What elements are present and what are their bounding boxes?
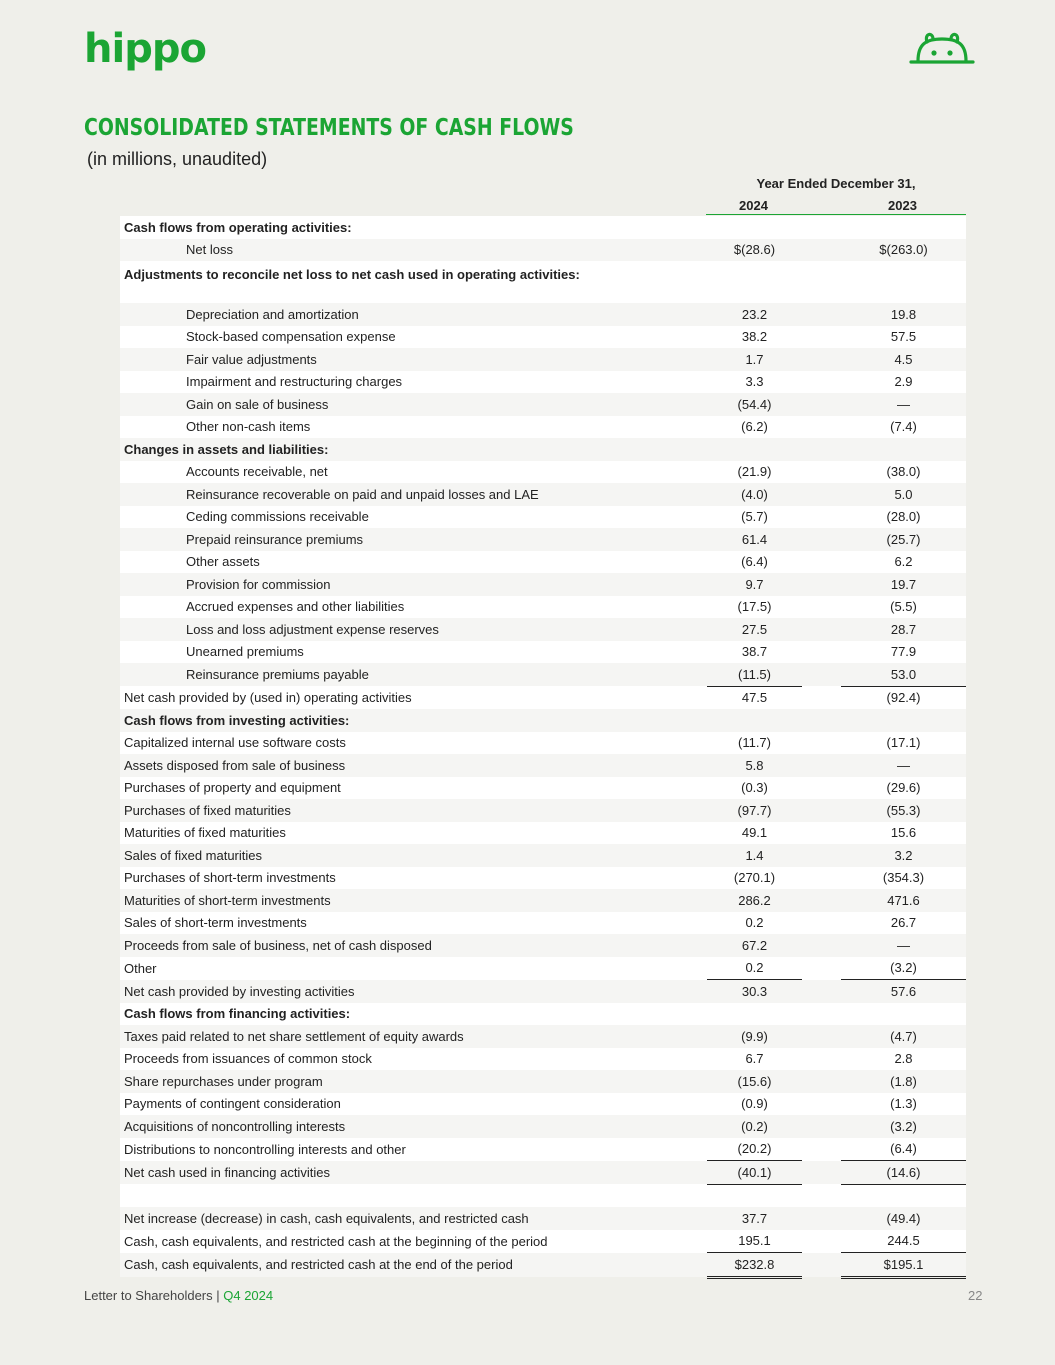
row-label: Provision for commission xyxy=(120,573,667,596)
value-2023: 57.6 xyxy=(841,980,966,1003)
row-label: Other assets xyxy=(120,551,667,574)
column-spacer xyxy=(802,326,841,349)
row-spacer xyxy=(667,506,707,529)
row-spacer xyxy=(667,1025,707,1048)
column-spacer xyxy=(802,596,841,619)
row-label: Cash, cash equivalents, and restricted cash at the end of the period xyxy=(120,1253,667,1278)
table-row xyxy=(120,371,966,394)
row-label: Other xyxy=(120,957,667,980)
value-2024 xyxy=(707,438,802,461)
table-row xyxy=(120,1093,966,1116)
row-spacer xyxy=(667,371,707,394)
row-label: Fair value adjustments xyxy=(120,348,667,371)
value-2023 xyxy=(841,709,966,732)
table-row xyxy=(120,980,966,1003)
column-spacer xyxy=(802,393,841,416)
column-spacer xyxy=(802,686,841,709)
value-2023 xyxy=(841,1184,966,1207)
row-spacer xyxy=(667,216,707,239)
row-label: Maturities of fixed maturities xyxy=(120,822,667,845)
value-2023: $(263.0) xyxy=(841,239,966,262)
value-2024: $(28.6) xyxy=(707,239,802,262)
value-2023: 4.5 xyxy=(841,348,966,371)
value-2023 xyxy=(841,261,966,303)
value-2023: (1.8) xyxy=(841,1070,966,1093)
column-spacer xyxy=(802,438,841,461)
column-spacer xyxy=(802,1115,841,1138)
column-spacer xyxy=(802,1207,841,1230)
value-2024: (0.3) xyxy=(707,777,802,800)
row-spacer xyxy=(667,777,707,800)
column-spacer xyxy=(802,261,841,303)
value-2024: (21.9) xyxy=(707,461,802,484)
value-2023: (5.5) xyxy=(841,596,966,619)
row-label: Purchases of fixed maturities xyxy=(120,799,667,822)
row-spacer xyxy=(667,1048,707,1071)
row-spacer xyxy=(667,754,707,777)
row-label: Proceeds from issuances of common stock xyxy=(120,1048,667,1071)
value-2024 xyxy=(707,261,802,303)
row-spacer xyxy=(667,261,707,303)
row-spacer xyxy=(667,528,707,551)
value-2023: 471.6 xyxy=(841,889,966,912)
table-row xyxy=(120,1184,966,1207)
column-spacer xyxy=(802,551,841,574)
column-group-header: Year Ended December 31, xyxy=(756,176,916,191)
table-row xyxy=(120,867,966,890)
value-2024: (54.4) xyxy=(707,393,802,416)
row-label: Adjustments to reconcile net loss to net cash used in operating activities: xyxy=(120,261,667,303)
table-row xyxy=(120,1161,966,1185)
column-spacer xyxy=(802,1093,841,1116)
column-spacer xyxy=(802,912,841,935)
header-divider xyxy=(706,214,966,215)
table-row xyxy=(120,596,966,619)
value-2024 xyxy=(707,709,802,732)
row-label: Loss and loss adjustment expense reserves xyxy=(120,618,667,641)
column-spacer xyxy=(802,216,841,239)
row-spacer xyxy=(667,709,707,732)
row-label: Gain on sale of business xyxy=(120,393,667,416)
table-row xyxy=(120,461,966,484)
row-spacer xyxy=(667,393,707,416)
row-label: Taxes paid related to net share settlement of equity awards xyxy=(120,1025,667,1048)
value-2024: 195.1 xyxy=(707,1230,802,1253)
value-2024: 27.5 xyxy=(707,618,802,641)
page-title: CONSOLIDATED STATEMENTS OF CASH FLOWS xyxy=(84,115,574,141)
table-row xyxy=(120,618,966,641)
value-2023: 19.8 xyxy=(841,303,966,326)
table-row xyxy=(120,1070,966,1093)
row-label: Payments of contingent consideration xyxy=(120,1093,667,1116)
column-spacer xyxy=(802,618,841,641)
table-row xyxy=(120,912,966,935)
table-row xyxy=(120,326,966,349)
value-2023: (17.1) xyxy=(841,732,966,755)
row-spacer xyxy=(667,732,707,755)
row-label: Reinsurance recoverable on paid and unpaid losses and LAE xyxy=(120,483,667,506)
row-spacer xyxy=(667,1070,707,1093)
column-spacer xyxy=(802,303,841,326)
column-spacer xyxy=(802,348,841,371)
value-2023: 2.9 xyxy=(841,371,966,394)
footer-label: Letter to Shareholders | xyxy=(84,1288,220,1303)
row-spacer xyxy=(667,912,707,935)
value-2023: (49.4) xyxy=(841,1207,966,1230)
column-spacer xyxy=(802,506,841,529)
value-2024: 3.3 xyxy=(707,371,802,394)
column-spacer xyxy=(802,528,841,551)
row-label: Net cash used in financing activities xyxy=(120,1161,667,1185)
row-label: Cash flows from financing activities: xyxy=(120,1003,667,1026)
column-spacer xyxy=(802,239,841,262)
table-row xyxy=(120,822,966,845)
value-2023: 6.2 xyxy=(841,551,966,574)
column-spacer xyxy=(802,663,841,686)
value-2024: (4.0) xyxy=(707,483,802,506)
table-row xyxy=(120,438,966,461)
row-label: Accrued expenses and other liabilities xyxy=(120,596,667,619)
row-spacer xyxy=(667,980,707,1003)
row-spacer xyxy=(667,822,707,845)
value-2023: — xyxy=(841,934,966,957)
table-row xyxy=(120,844,966,867)
row-spacer xyxy=(667,483,707,506)
column-spacer xyxy=(802,1253,841,1278)
table-row xyxy=(120,754,966,777)
column-header-2024: 2024 xyxy=(739,198,768,213)
value-2024: 9.7 xyxy=(707,573,802,596)
column-spacer xyxy=(802,754,841,777)
value-2024 xyxy=(707,216,802,239)
column-spacer xyxy=(802,483,841,506)
row-spacer xyxy=(667,889,707,912)
value-2024: 286.2 xyxy=(707,889,802,912)
cash-flow-table xyxy=(120,216,966,1279)
table-row xyxy=(120,1115,966,1138)
row-label: Prepaid reinsurance premiums xyxy=(120,528,667,551)
row-spacer xyxy=(667,438,707,461)
row-label: Capitalized internal use software costs xyxy=(120,732,667,755)
column-spacer xyxy=(802,957,841,980)
value-2023: (25.7) xyxy=(841,528,966,551)
row-label: Reinsurance premiums payable xyxy=(120,663,667,686)
column-spacer xyxy=(802,934,841,957)
value-2024: (9.9) xyxy=(707,1025,802,1048)
row-label: Maturities of short-term investments xyxy=(120,889,667,912)
value-2023: (92.4) xyxy=(841,686,966,709)
column-spacer xyxy=(802,822,841,845)
column-spacer xyxy=(802,980,841,1003)
column-spacer xyxy=(802,709,841,732)
value-2024: 0.2 xyxy=(707,957,802,980)
column-spacer xyxy=(802,799,841,822)
row-spacer xyxy=(667,596,707,619)
value-2024: (11.7) xyxy=(707,732,802,755)
value-2023: (55.3) xyxy=(841,799,966,822)
row-label: Changes in assets and liabilities: xyxy=(120,438,667,461)
value-2023: (354.3) xyxy=(841,867,966,890)
value-2024: (6.4) xyxy=(707,551,802,574)
row-label: Net cash provided by (used in) operating activities xyxy=(120,686,667,709)
value-2024: 38.2 xyxy=(707,326,802,349)
value-2024: 37.7 xyxy=(707,1207,802,1230)
row-spacer xyxy=(667,1115,707,1138)
row-spacer xyxy=(667,1253,707,1278)
column-spacer xyxy=(802,371,841,394)
row-spacer xyxy=(667,799,707,822)
value-2023 xyxy=(841,438,966,461)
table-row xyxy=(120,799,966,822)
row-label xyxy=(120,1184,667,1207)
column-spacer xyxy=(802,844,841,867)
value-2024: 30.3 xyxy=(707,980,802,1003)
table-row xyxy=(120,1003,966,1026)
value-2024: (5.7) xyxy=(707,506,802,529)
value-2024: (40.1) xyxy=(707,1161,802,1185)
value-2023: $195.1 xyxy=(841,1253,966,1278)
page-subtitle: (in millions, unaudited) xyxy=(87,149,268,169)
table-row xyxy=(120,1048,966,1071)
row-spacer xyxy=(667,1230,707,1253)
row-label: Depreciation and amortization xyxy=(120,303,667,326)
value-2024: 49.1 xyxy=(707,822,802,845)
value-2023: 53.0 xyxy=(841,663,966,686)
row-spacer xyxy=(667,1003,707,1026)
row-spacer xyxy=(667,416,707,439)
table-row xyxy=(120,261,966,303)
value-2024: (17.5) xyxy=(707,596,802,619)
row-spacer xyxy=(667,641,707,664)
value-2024: (0.2) xyxy=(707,1115,802,1138)
value-2023 xyxy=(841,216,966,239)
column-spacer xyxy=(802,1048,841,1071)
value-2023: 26.7 xyxy=(841,912,966,935)
hippo-logo: hippo xyxy=(84,26,206,72)
table-row xyxy=(120,889,966,912)
value-2023: (29.6) xyxy=(841,777,966,800)
value-2023: — xyxy=(841,393,966,416)
value-2024: 67.2 xyxy=(707,934,802,957)
table-row xyxy=(120,573,966,596)
table-row xyxy=(120,216,966,239)
row-label: Acquisitions of noncontrolling interests xyxy=(120,1115,667,1138)
value-2023: (3.2) xyxy=(841,1115,966,1138)
column-spacer xyxy=(802,867,841,890)
value-2023: (3.2) xyxy=(841,957,966,980)
value-2023: 2.8 xyxy=(841,1048,966,1071)
table-row xyxy=(120,393,966,416)
value-2024: 1.4 xyxy=(707,844,802,867)
value-2023: 244.5 xyxy=(841,1230,966,1253)
column-spacer xyxy=(802,732,841,755)
row-spacer xyxy=(667,618,707,641)
row-spacer xyxy=(667,461,707,484)
column-header-2023: 2023 xyxy=(888,198,917,213)
column-spacer xyxy=(802,1070,841,1093)
row-label: Cash flows from operating activities: xyxy=(120,216,667,239)
value-2024: 38.7 xyxy=(707,641,802,664)
row-label: Purchases of property and equipment xyxy=(120,777,667,800)
table-row xyxy=(120,934,966,957)
column-spacer xyxy=(802,777,841,800)
value-2023: (6.4) xyxy=(841,1138,966,1161)
value-2024 xyxy=(707,1184,802,1207)
row-spacer xyxy=(667,1161,707,1185)
row-spacer xyxy=(667,663,707,686)
table-row xyxy=(120,348,966,371)
value-2024: (20.2) xyxy=(707,1138,802,1161)
value-2023: 57.5 xyxy=(841,326,966,349)
column-spacer xyxy=(802,1184,841,1207)
row-label: Net cash provided by investing activities xyxy=(120,980,667,1003)
table-row xyxy=(120,777,966,800)
value-2024: (15.6) xyxy=(707,1070,802,1093)
row-spacer xyxy=(667,348,707,371)
value-2023: 3.2 xyxy=(841,844,966,867)
table-row xyxy=(120,641,966,664)
column-spacer xyxy=(802,1161,841,1185)
row-label: Net loss xyxy=(120,239,667,262)
row-label: Net increase (decrease) in cash, cash equivalents, and restricted cash xyxy=(120,1207,667,1230)
column-spacer xyxy=(802,461,841,484)
table-row xyxy=(120,551,966,574)
row-label: Ceding commissions receivable xyxy=(120,506,667,529)
value-2024: 23.2 xyxy=(707,303,802,326)
value-2023: (7.4) xyxy=(841,416,966,439)
cash-flow-table-body xyxy=(120,216,966,1277)
column-spacer xyxy=(802,1138,841,1161)
value-2024: (97.7) xyxy=(707,799,802,822)
table-row xyxy=(120,528,966,551)
footer-quarter: Q4 2024 xyxy=(223,1288,274,1303)
row-label: Assets disposed from sale of business xyxy=(120,754,667,777)
row-spacer xyxy=(667,1184,707,1207)
table-row xyxy=(120,957,966,980)
row-spacer xyxy=(667,326,707,349)
row-label: Sales of short-term investments xyxy=(120,912,667,935)
row-spacer xyxy=(667,686,707,709)
row-label: Impairment and restructuring charges xyxy=(120,371,667,394)
row-label: Accounts receivable, net xyxy=(120,461,667,484)
row-label: Unearned premiums xyxy=(120,641,667,664)
value-2024: 6.7 xyxy=(707,1048,802,1071)
value-2024: 1.7 xyxy=(707,348,802,371)
table-row xyxy=(120,1230,966,1253)
value-2024: 47.5 xyxy=(707,686,802,709)
value-2024: (11.5) xyxy=(707,663,802,686)
value-2024 xyxy=(707,1003,802,1026)
page-number: 22 xyxy=(968,1288,983,1303)
row-spacer xyxy=(667,1093,707,1116)
value-2023 xyxy=(841,1003,966,1026)
value-2023: (1.3) xyxy=(841,1093,966,1116)
row-label: Cash, cash equivalents, and restricted cash at the beginning of the period xyxy=(120,1230,667,1253)
row-spacer xyxy=(667,573,707,596)
row-spacer xyxy=(667,1138,707,1161)
value-2024: $232.8 xyxy=(707,1253,802,1278)
row-label: Purchases of short-term investments xyxy=(120,867,667,890)
table-row xyxy=(120,663,966,686)
value-2024: 5.8 xyxy=(707,754,802,777)
table-row xyxy=(120,506,966,529)
table-row xyxy=(120,686,966,709)
value-2023: (28.0) xyxy=(841,506,966,529)
row-spacer xyxy=(667,957,707,980)
table-row xyxy=(120,1138,966,1161)
column-spacer xyxy=(802,1230,841,1253)
row-label: Cash flows from investing activities: xyxy=(120,709,667,732)
value-2024: 61.4 xyxy=(707,528,802,551)
value-2023: 28.7 xyxy=(841,618,966,641)
column-spacer xyxy=(802,1025,841,1048)
value-2024: (0.9) xyxy=(707,1093,802,1116)
column-spacer xyxy=(802,1003,841,1026)
row-label: Stock-based compensation expense xyxy=(120,326,667,349)
table-row xyxy=(120,483,966,506)
footer-text xyxy=(84,1288,273,1303)
value-2023: (4.7) xyxy=(841,1025,966,1048)
row-label: Share repurchases under program xyxy=(120,1070,667,1093)
table-row xyxy=(120,303,966,326)
table-row xyxy=(120,1025,966,1048)
table-row xyxy=(120,732,966,755)
row-label: Other non-cash items xyxy=(120,416,667,439)
column-spacer xyxy=(802,889,841,912)
value-2023: (14.6) xyxy=(841,1161,966,1185)
value-2023: 5.0 xyxy=(841,483,966,506)
row-spacer xyxy=(667,1207,707,1230)
hippo-head-icon xyxy=(908,30,976,66)
row-spacer xyxy=(667,934,707,957)
value-2023: 19.7 xyxy=(841,573,966,596)
value-2024: (6.2) xyxy=(707,416,802,439)
row-label: Sales of fixed maturities xyxy=(120,844,667,867)
value-2024: (270.1) xyxy=(707,867,802,890)
row-spacer xyxy=(667,551,707,574)
column-spacer xyxy=(802,416,841,439)
value-2023: (38.0) xyxy=(841,461,966,484)
row-label: Proceeds from sale of business, net of cash disposed xyxy=(120,934,667,957)
value-2024: 0.2 xyxy=(707,912,802,935)
table-row xyxy=(120,416,966,439)
table-row xyxy=(120,1253,966,1278)
row-spacer xyxy=(667,303,707,326)
row-spacer xyxy=(667,844,707,867)
table-row xyxy=(120,709,966,732)
value-2023: 77.9 xyxy=(841,641,966,664)
row-spacer xyxy=(667,239,707,262)
row-spacer xyxy=(667,867,707,890)
column-spacer xyxy=(802,573,841,596)
row-label: Distributions to noncontrolling interests and other xyxy=(120,1138,667,1161)
value-2023: — xyxy=(841,754,966,777)
column-spacer xyxy=(802,641,841,664)
table-row xyxy=(120,239,966,262)
value-2023: 15.6 xyxy=(841,822,966,845)
table-row xyxy=(120,1207,966,1230)
